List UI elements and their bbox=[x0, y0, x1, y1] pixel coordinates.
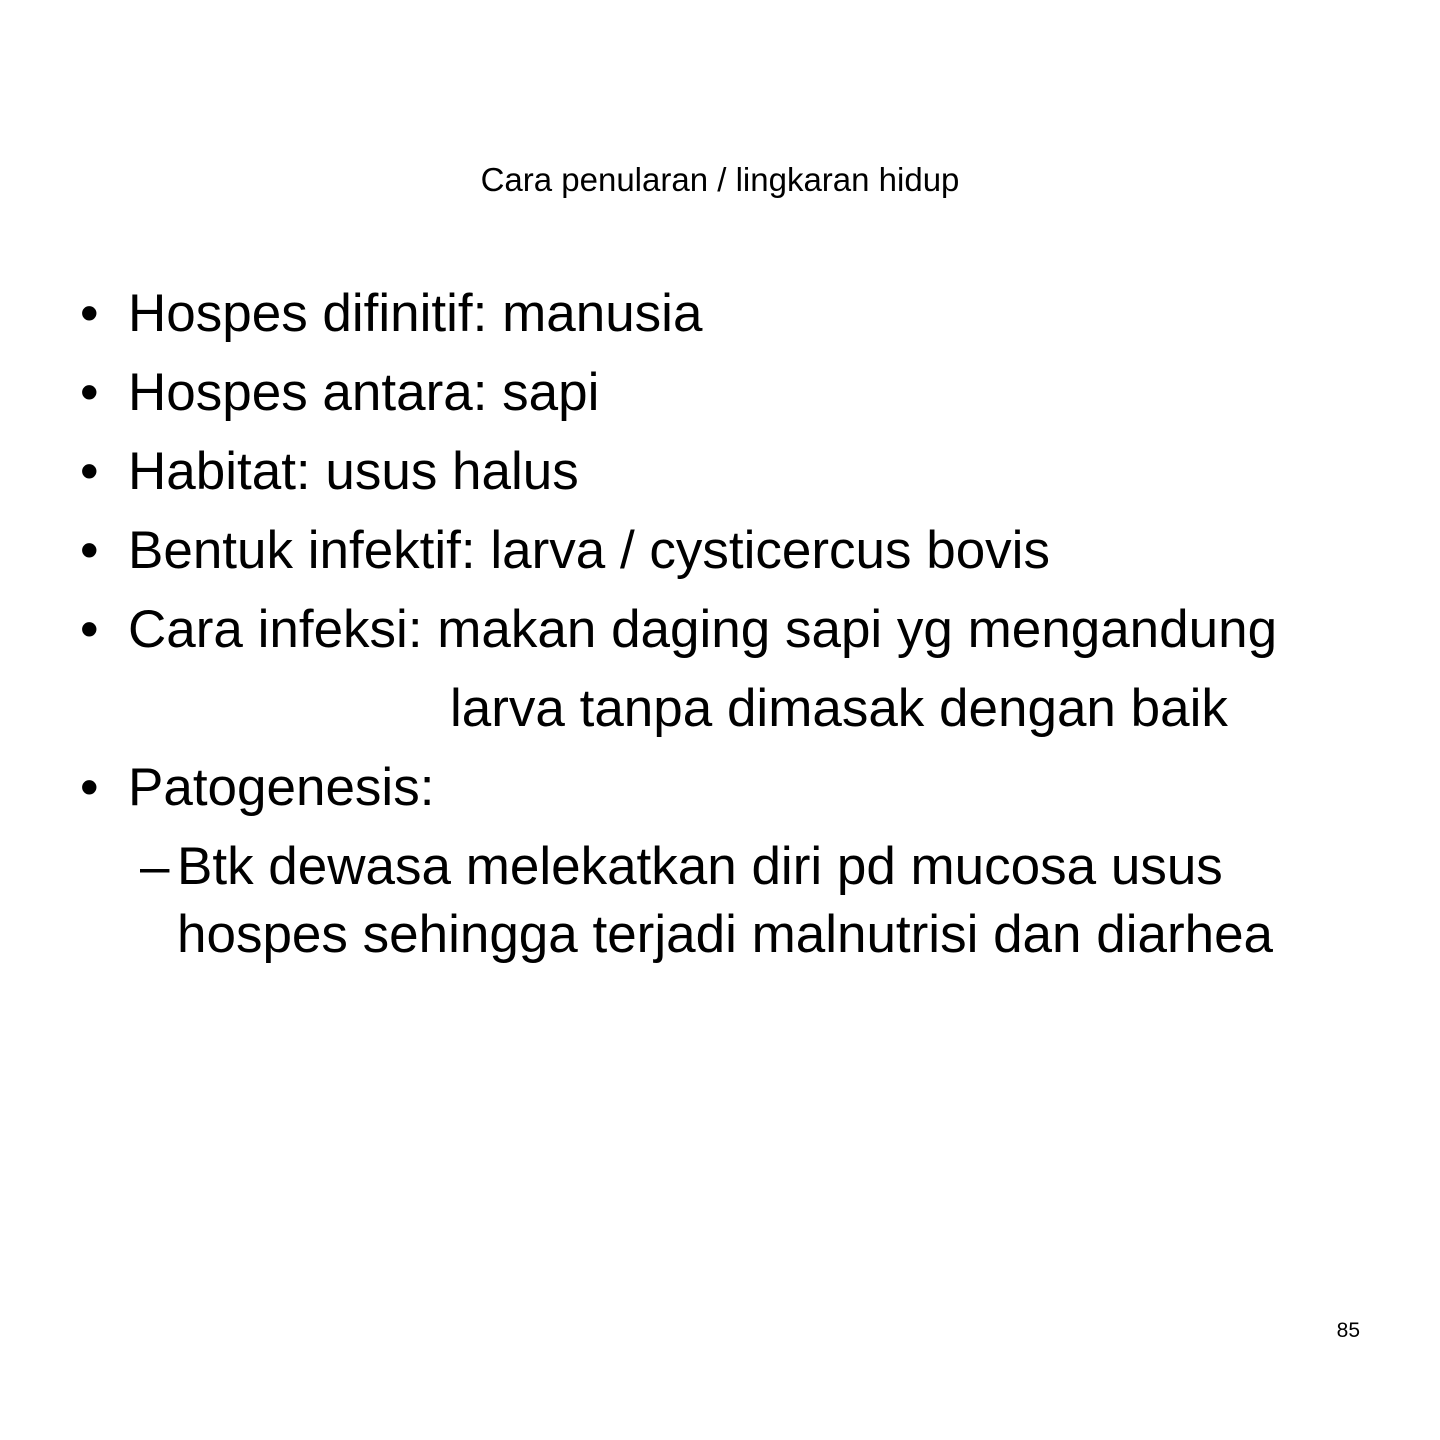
bullet-icon: • bbox=[80, 442, 99, 501]
page-number: 85 bbox=[1336, 1319, 1360, 1342]
list-item bbox=[80, 519, 1400, 598]
list-item bbox=[80, 440, 1400, 519]
sub-item-text-line-1: Btk dewasa melekatkan diri pd mucosa usus bbox=[177, 837, 1223, 896]
bullet-list bbox=[80, 282, 1400, 971]
list-item bbox=[80, 361, 1400, 440]
bullet-icon: • bbox=[80, 758, 99, 817]
list-item bbox=[80, 282, 1400, 361]
slide-title: Cara penularan / lingkaran hidup bbox=[480, 161, 960, 198]
sub-item-text-line-2: hospes sehingga terjadi malnutrisi dan diarhea bbox=[177, 905, 1274, 964]
bullet-icon: • bbox=[80, 521, 99, 580]
list-item-text: Hospes difinitif: manusia bbox=[128, 284, 703, 343]
sub-list-item bbox=[80, 835, 1400, 903]
list-item-text: Patogenesis: bbox=[128, 758, 435, 817]
bullet-icon: • bbox=[80, 600, 99, 659]
sub-list-item-continuation bbox=[80, 903, 1400, 971]
bullet-icon: • bbox=[80, 363, 99, 422]
list-item-text: Bentuk infektif: larva / cysticercus bovis bbox=[128, 521, 1050, 580]
dash-icon: – bbox=[140, 837, 170, 896]
list-item bbox=[80, 756, 1400, 835]
list-item-text: Hospes antara: sapi bbox=[128, 363, 600, 422]
continuation-text: larva tanpa dimasak dengan baik bbox=[450, 679, 1228, 738]
list-item-text: Habitat: usus halus bbox=[128, 442, 579, 501]
list-item-continuation bbox=[80, 677, 1400, 756]
list-item bbox=[80, 598, 1400, 677]
list-item-text: Cara infeksi: makan daging sapi yg mengandung bbox=[128, 600, 1278, 659]
bullet-icon: • bbox=[80, 284, 99, 343]
